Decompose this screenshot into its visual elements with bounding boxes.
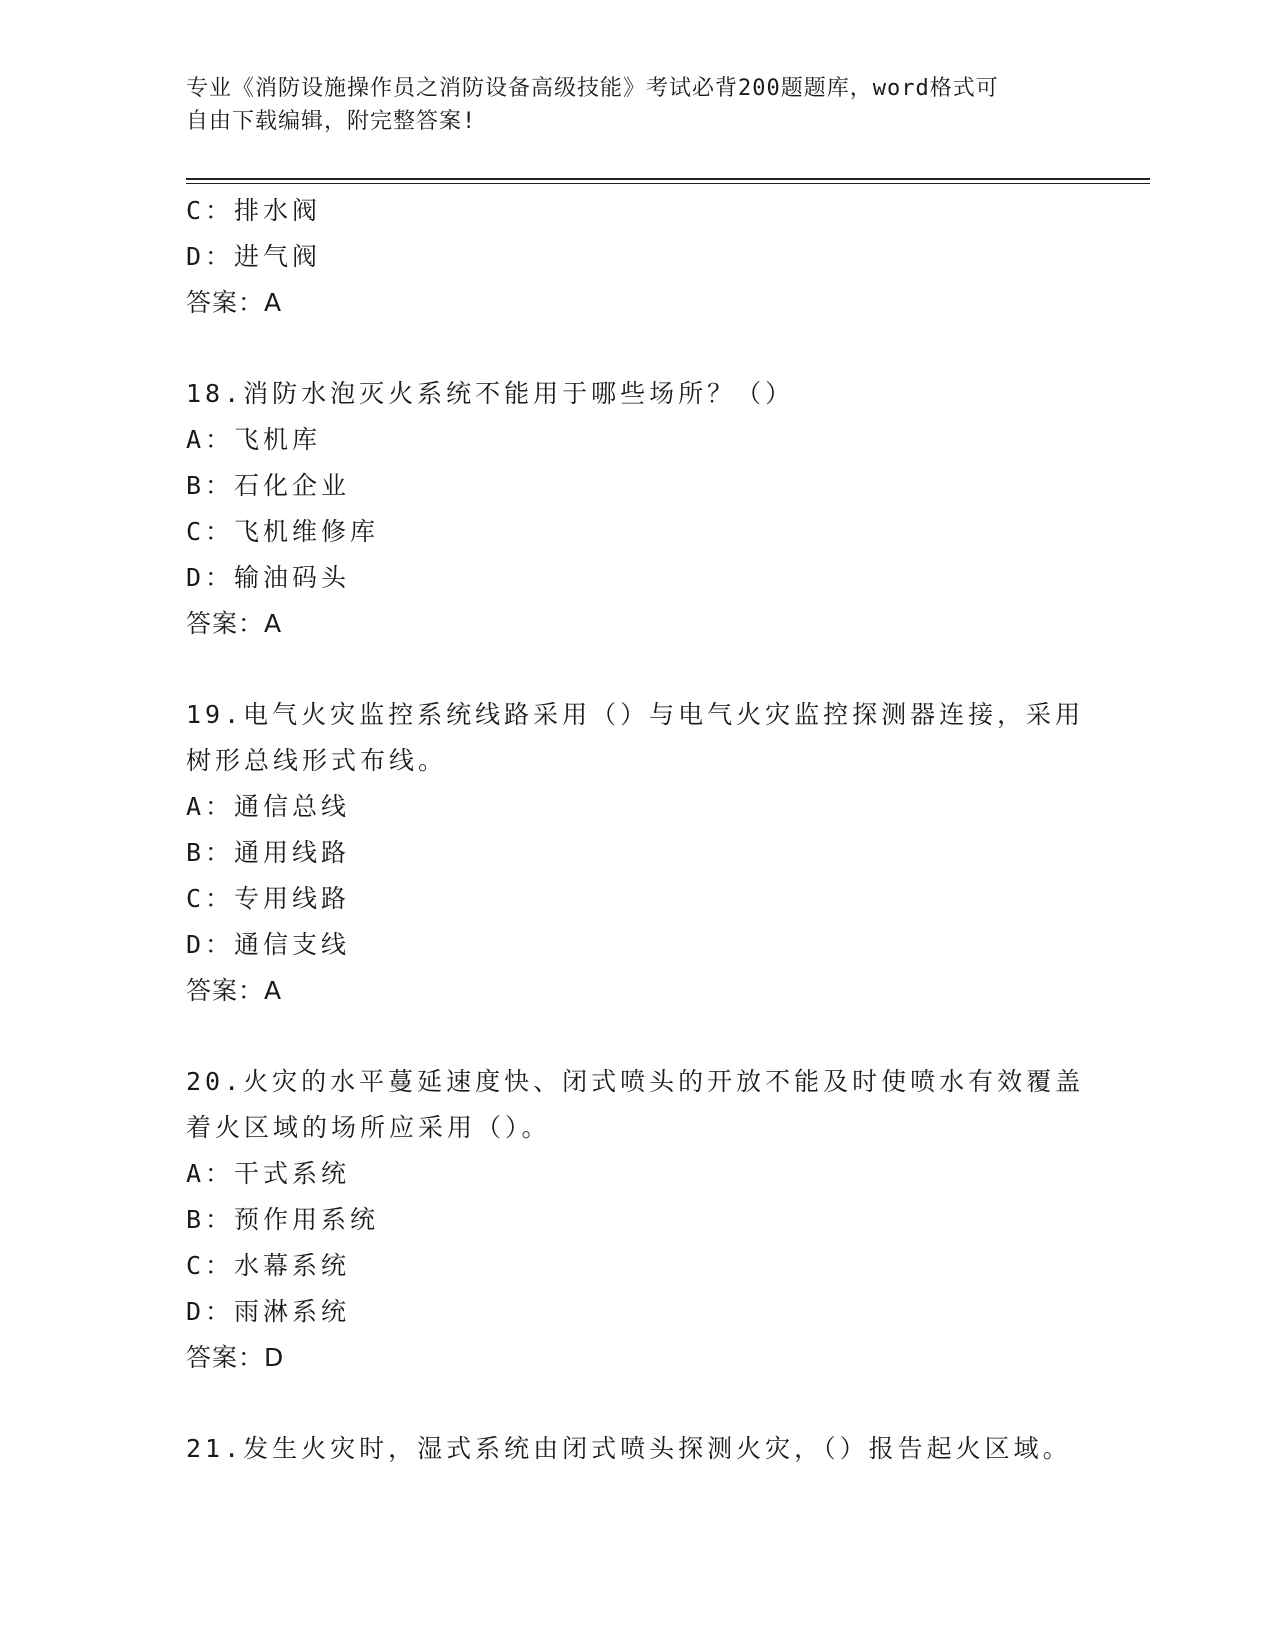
question-text-line-2: 着火区域的场所应采用（）。 bbox=[186, 1113, 551, 1142]
spacer bbox=[186, 326, 1086, 371]
header-rule-thick bbox=[186, 178, 1150, 180]
option-a: A：干式系统 bbox=[186, 1159, 351, 1188]
option-c: C：飞机维修库 bbox=[186, 517, 380, 546]
option-c: C：排水阀 bbox=[186, 196, 322, 225]
question-18 bbox=[186, 371, 1086, 647]
answer: 答案：A bbox=[186, 288, 283, 317]
question-20 bbox=[186, 1059, 1086, 1381]
question-text: 18.消防水泡灭火系统不能用于哪些场所？（） bbox=[186, 379, 795, 408]
option-d: D：进气阀 bbox=[186, 242, 322, 271]
page-header bbox=[186, 72, 1066, 138]
option-d: D：通信支线 bbox=[186, 930, 351, 959]
option-c: C：专用线路 bbox=[186, 884, 351, 913]
option-b: B：预作用系统 bbox=[186, 1205, 380, 1234]
option-b: B：石化企业 bbox=[186, 471, 351, 500]
question-text: 21.发生火灾时，湿式系统由闭式喷头探测火灾，（）报告起火区域。 bbox=[186, 1434, 1072, 1463]
question-17-tail bbox=[186, 188, 1086, 326]
question-21 bbox=[186, 1426, 1086, 1472]
question-text-line-1: 19.电气火灾监控系统线路采用（）与电气火灾监控探测器连接，采用 bbox=[186, 700, 1085, 729]
answer: 答案：D bbox=[186, 1343, 285, 1372]
option-b: B：通用线路 bbox=[186, 838, 351, 867]
option-a: A：飞机库 bbox=[186, 425, 322, 454]
header-line-1: 专业《消防设施操作员之消防设备高级技能》考试必背200题题库，word格式可 bbox=[186, 76, 999, 101]
header-rule-thin bbox=[186, 183, 1150, 184]
option-c: C：水幕系统 bbox=[186, 1251, 351, 1280]
answer: 答案：A bbox=[186, 609, 283, 638]
spacer bbox=[186, 1014, 1086, 1059]
answer: 答案：A bbox=[186, 976, 283, 1005]
question-text-line-2: 树形总线形式布线。 bbox=[186, 746, 448, 775]
option-d: D：雨淋系统 bbox=[186, 1297, 351, 1326]
spacer bbox=[186, 647, 1086, 692]
question-19 bbox=[186, 692, 1086, 1014]
spacer bbox=[186, 1381, 1086, 1426]
header-line-2: 自由下载编辑，附完整答案! bbox=[186, 109, 477, 134]
option-a: A：通信总线 bbox=[186, 792, 351, 821]
option-d: D：输油码头 bbox=[186, 563, 351, 592]
question-list bbox=[186, 188, 1086, 1472]
question-text-line-1: 20.火灾的水平蔓延速度快、闭式喷头的开放不能及时使喷水有效覆盖 bbox=[186, 1067, 1085, 1096]
